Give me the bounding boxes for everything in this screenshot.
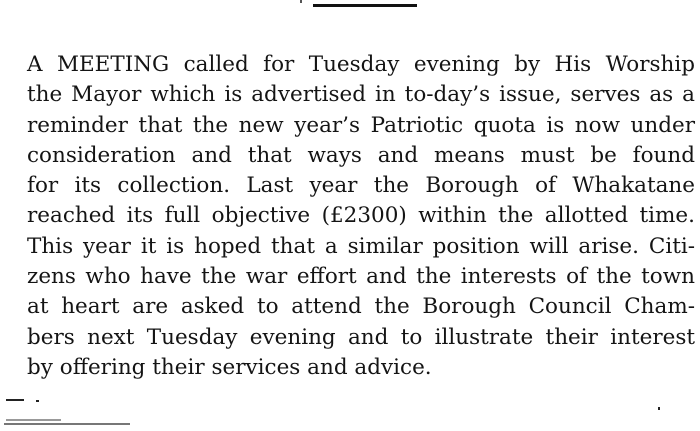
article-line: at heart are asked to attend the Borough Council Cham- [27,294,695,320]
print-mark [36,400,39,402]
faded-print-smudge [6,419,61,421]
article-line: the Mayor which is advertised in to-day’s issue, serves as a [27,82,695,108]
article-line: This year it is hoped that a similar position will arise. Citi- [27,233,695,259]
article-line: by offering their services and advice. [27,354,432,380]
article-line: reached its full objective (£2300) within the allotted time. [27,203,695,229]
faded-print-smudge [4,423,130,425]
article-line: A MEETING called for Tuesday evening by His Worship [27,52,695,77]
print-mark [6,399,24,401]
print-speck [658,407,660,410]
article-line: for its collection. Last year the Borough of Whakatane [27,173,695,199]
header-divider-rule [313,4,417,7]
article-line: consideration and that ways and means must be found [27,142,695,168]
print-speck [300,0,302,3]
article-line: bers next Tuesday evening and to illustrate their interest [27,324,695,350]
article-line: zens who have the war effort and the interests of the town [27,264,695,290]
article-paragraph [27,50,695,383]
article-line: reminder that the new year’s Patriotic quota is now under [27,112,695,138]
